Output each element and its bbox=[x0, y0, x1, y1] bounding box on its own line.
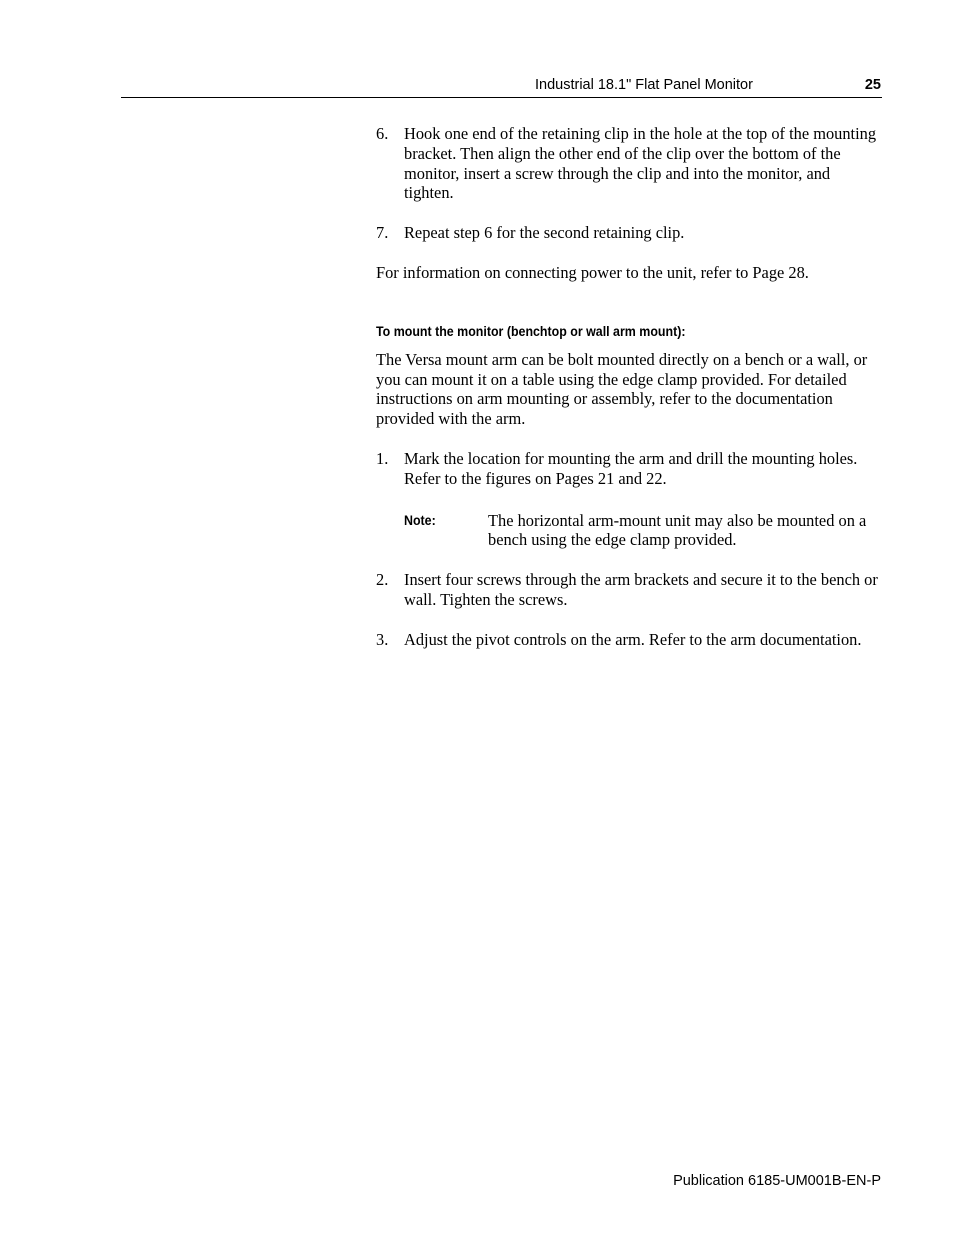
main-content bbox=[376, 124, 882, 650]
step-text: Repeat step 6 for the second retaining clip. bbox=[404, 223, 685, 243]
section-intro-paragraph: The Versa mount arm can be bolt mounted directly on a bench or a wall, or you can mount it on a table using the edge clamp provided. For detailed instructions on arm mounting or assembly, refer to the documentation provided with the arm. bbox=[376, 349, 868, 429]
publication-footer: Publication 6185-UM001B-EN-P bbox=[673, 1173, 881, 1189]
header-title: Industrial 18.1" Flat Panel Monitor bbox=[535, 77, 753, 93]
section-heading: To mount the monitor (benchtop or wall arm mount): bbox=[376, 323, 686, 339]
step-number: 2. bbox=[376, 570, 389, 590]
step-text: Insert four screws through the arm brackets and secure it to the bench or wall. Tighten the screws. bbox=[404, 570, 878, 609]
step-number: 1. bbox=[376, 448, 389, 468]
step-number: 6. bbox=[376, 124, 389, 143]
step-text: Hook one end of the retaining clip in the hole at the top of the mounting bracket. Then align the other end of the clip over the bottom of the monitor, insert a screw through the clip and into the monitor, and tighten. bbox=[404, 124, 877, 203]
step-7 bbox=[376, 223, 882, 243]
note-text: The horizontal arm-mount unit may also be mounted on a bench using the edge clamp provided. bbox=[488, 510, 867, 550]
step-6 bbox=[376, 124, 882, 203]
step-2 bbox=[376, 570, 882, 610]
note-block bbox=[376, 511, 882, 551]
step-1 bbox=[376, 449, 882, 489]
page-header bbox=[121, 74, 882, 98]
step-text: Mark the location for mounting the arm and drill the mounting holes. Refer to the figures on Pages 21 and 22. bbox=[404, 448, 858, 488]
note-label: Note: bbox=[404, 512, 436, 528]
power-info-paragraph: For information on connecting power to the unit, refer to Page 28. bbox=[376, 262, 809, 282]
step-number: 7. bbox=[376, 223, 389, 243]
step-text: Adjust the pivot controls on the arm. Refer to the arm documentation. bbox=[404, 629, 862, 649]
step-number: 3. bbox=[376, 629, 389, 649]
page-number: 25 bbox=[864, 77, 881, 93]
step-3 bbox=[376, 630, 882, 650]
